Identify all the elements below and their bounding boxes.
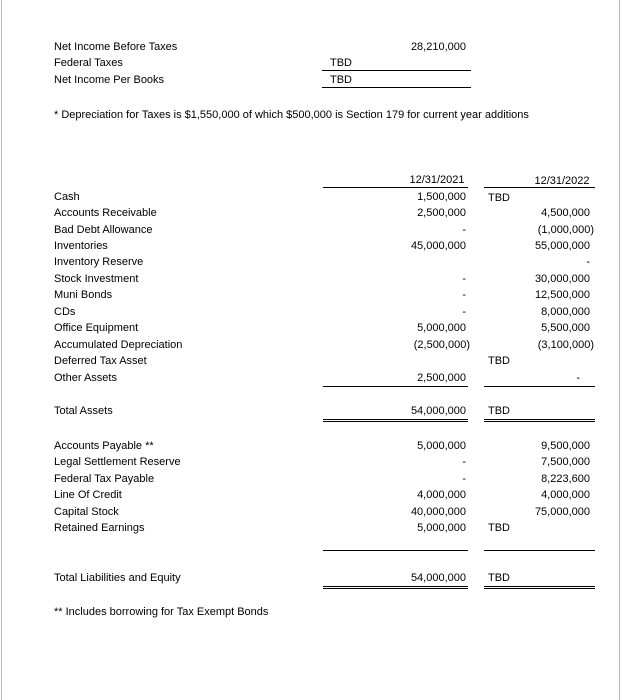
- federal-taxes-tbd: TBD: [330, 57, 352, 69]
- liability-tbd: TBD: [488, 522, 510, 534]
- liabilities-subtotal-rule-2021: [323, 550, 468, 551]
- asset-2021: -: [462, 306, 466, 318]
- asset-label: Accounts Receivable: [54, 207, 157, 219]
- asset-label: Cash: [54, 191, 80, 203]
- total-assets-2021: 54,000,000: [410, 405, 466, 417]
- liability-label: Legal Settlement Reserve: [54, 456, 181, 468]
- asset-label: Stock Investment: [54, 273, 139, 285]
- header-2022-rule: [484, 187, 595, 188]
- federal-taxes-label: Federal Taxes: [54, 57, 123, 69]
- asset-label: Muni Bonds: [54, 289, 113, 301]
- asset-2022: 30,000,000: [534, 273, 590, 285]
- liability-label: Retained Earnings: [54, 522, 145, 534]
- liabilities-subtotal-rule-2022: [484, 550, 595, 551]
- net-income-before-taxes-label: Net Income Before Taxes: [54, 41, 178, 53]
- asset-2021: -: [462, 289, 466, 301]
- liability-2021: 40,000,000: [410, 506, 466, 518]
- asset-2021: 2,500,000: [417, 372, 466, 384]
- asset-2022: 4,500,000: [541, 207, 590, 219]
- asset-label: Bad Debt Allowance: [54, 224, 153, 236]
- asset-2021: 5,000,000: [417, 322, 466, 334]
- liability-2022: 75,000,000: [534, 506, 590, 518]
- total-assets-label: Total Assets: [54, 405, 113, 417]
- liability-label: Federal Tax Payable: [54, 473, 155, 485]
- total-assets-rule-2022-a: [484, 419, 595, 420]
- asset-2022: 12,500,000: [534, 289, 590, 301]
- header-2022: 12/31/2022: [534, 175, 590, 187]
- total-assets-tbd: TBD: [488, 405, 510, 417]
- assets-subtotal-rule-2022: [484, 386, 595, 387]
- asset-tbd: TBD: [488, 192, 510, 204]
- asset-2021: 45,000,000: [410, 240, 466, 252]
- net-income-per-books-tbd: TBD: [330, 74, 352, 86]
- total-liabilities-rule-2022-b: [484, 588, 595, 589]
- liability-label: Line Of Credit: [54, 489, 122, 501]
- liability-2021: -: [462, 456, 466, 468]
- total-liabilities-2021: 54,000,000: [410, 572, 466, 584]
- liability-2021: -: [462, 473, 466, 485]
- asset-2022: -: [576, 372, 580, 384]
- asset-2022: 8,000,000: [541, 306, 590, 318]
- liability-2022: 7,500,000: [541, 456, 590, 468]
- liability-label: Capital Stock: [54, 506, 119, 518]
- asset-2021: 1,500,000: [417, 191, 466, 203]
- assets-subtotal-rule-2021: [323, 386, 468, 387]
- total-liabilities-rule-2021-a: [323, 586, 468, 587]
- asset-label: Deferred Tax Asset: [54, 355, 147, 367]
- liability-2021: 5,000,000: [417, 522, 466, 534]
- asset-2022: 5,500,000: [541, 322, 590, 334]
- asset-2022: -: [586, 256, 590, 268]
- asset-2021: -: [462, 273, 466, 285]
- liability-label: Accounts Payable **: [54, 440, 154, 452]
- income-rule: [322, 70, 471, 71]
- asset-2022: (3,100,000): [537, 339, 594, 351]
- asset-label: CDs: [54, 306, 76, 318]
- header-2021-rule: [323, 187, 468, 188]
- total-assets-rule-2021-a: [323, 419, 468, 420]
- total-liabilities-rule-2021-b: [323, 588, 468, 589]
- footnote: ** Includes borrowing for Tax Exempt Bonds: [54, 606, 269, 618]
- page-border-left: [1, 0, 2, 700]
- asset-2022: 55,000,000: [534, 240, 590, 252]
- asset-tbd: TBD: [488, 355, 510, 367]
- net-income-before-taxes-value: 28,210,000: [410, 41, 466, 53]
- liability-2021: 4,000,000: [417, 489, 466, 501]
- total-liabilities-tbd: TBD: [488, 572, 510, 584]
- total-liabilities-rule-2022-a: [484, 586, 595, 587]
- net-income-per-books-label: Net Income Per Books: [54, 74, 165, 86]
- asset-2021: (2,500,000): [413, 339, 470, 351]
- liability-2021: 5,000,000: [417, 440, 466, 452]
- asset-label: Inventories: [54, 240, 108, 252]
- asset-label: Other Assets: [54, 372, 117, 384]
- liability-2022: 8,223,600: [541, 473, 590, 485]
- asset-label: Accumulated Depreciation: [54, 339, 183, 351]
- total-assets-rule-2021-b: [323, 421, 468, 422]
- asset-label: Inventory Reserve: [54, 256, 144, 268]
- header-2021: 12/31/2021: [409, 174, 465, 186]
- liability-2022: 9,500,000: [541, 440, 590, 452]
- asset-2021: 2,500,000: [417, 207, 466, 219]
- asset-2021: -: [462, 224, 466, 236]
- asset-2022: (1,000,000): [537, 224, 594, 236]
- depreciation-note: * Depreciation for Taxes is $1,550,000 of which $500,000 is Section 179 for current year additions: [54, 109, 529, 121]
- asset-label: Office Equipment: [54, 322, 139, 334]
- total-liabilities-label: Total Liabilities and Equity: [54, 572, 181, 584]
- page-border-right: [619, 0, 620, 700]
- liability-2022: 4,000,000: [541, 489, 590, 501]
- total-assets-rule-2022-b: [484, 421, 595, 422]
- income-rule-bottom: [322, 87, 471, 88]
